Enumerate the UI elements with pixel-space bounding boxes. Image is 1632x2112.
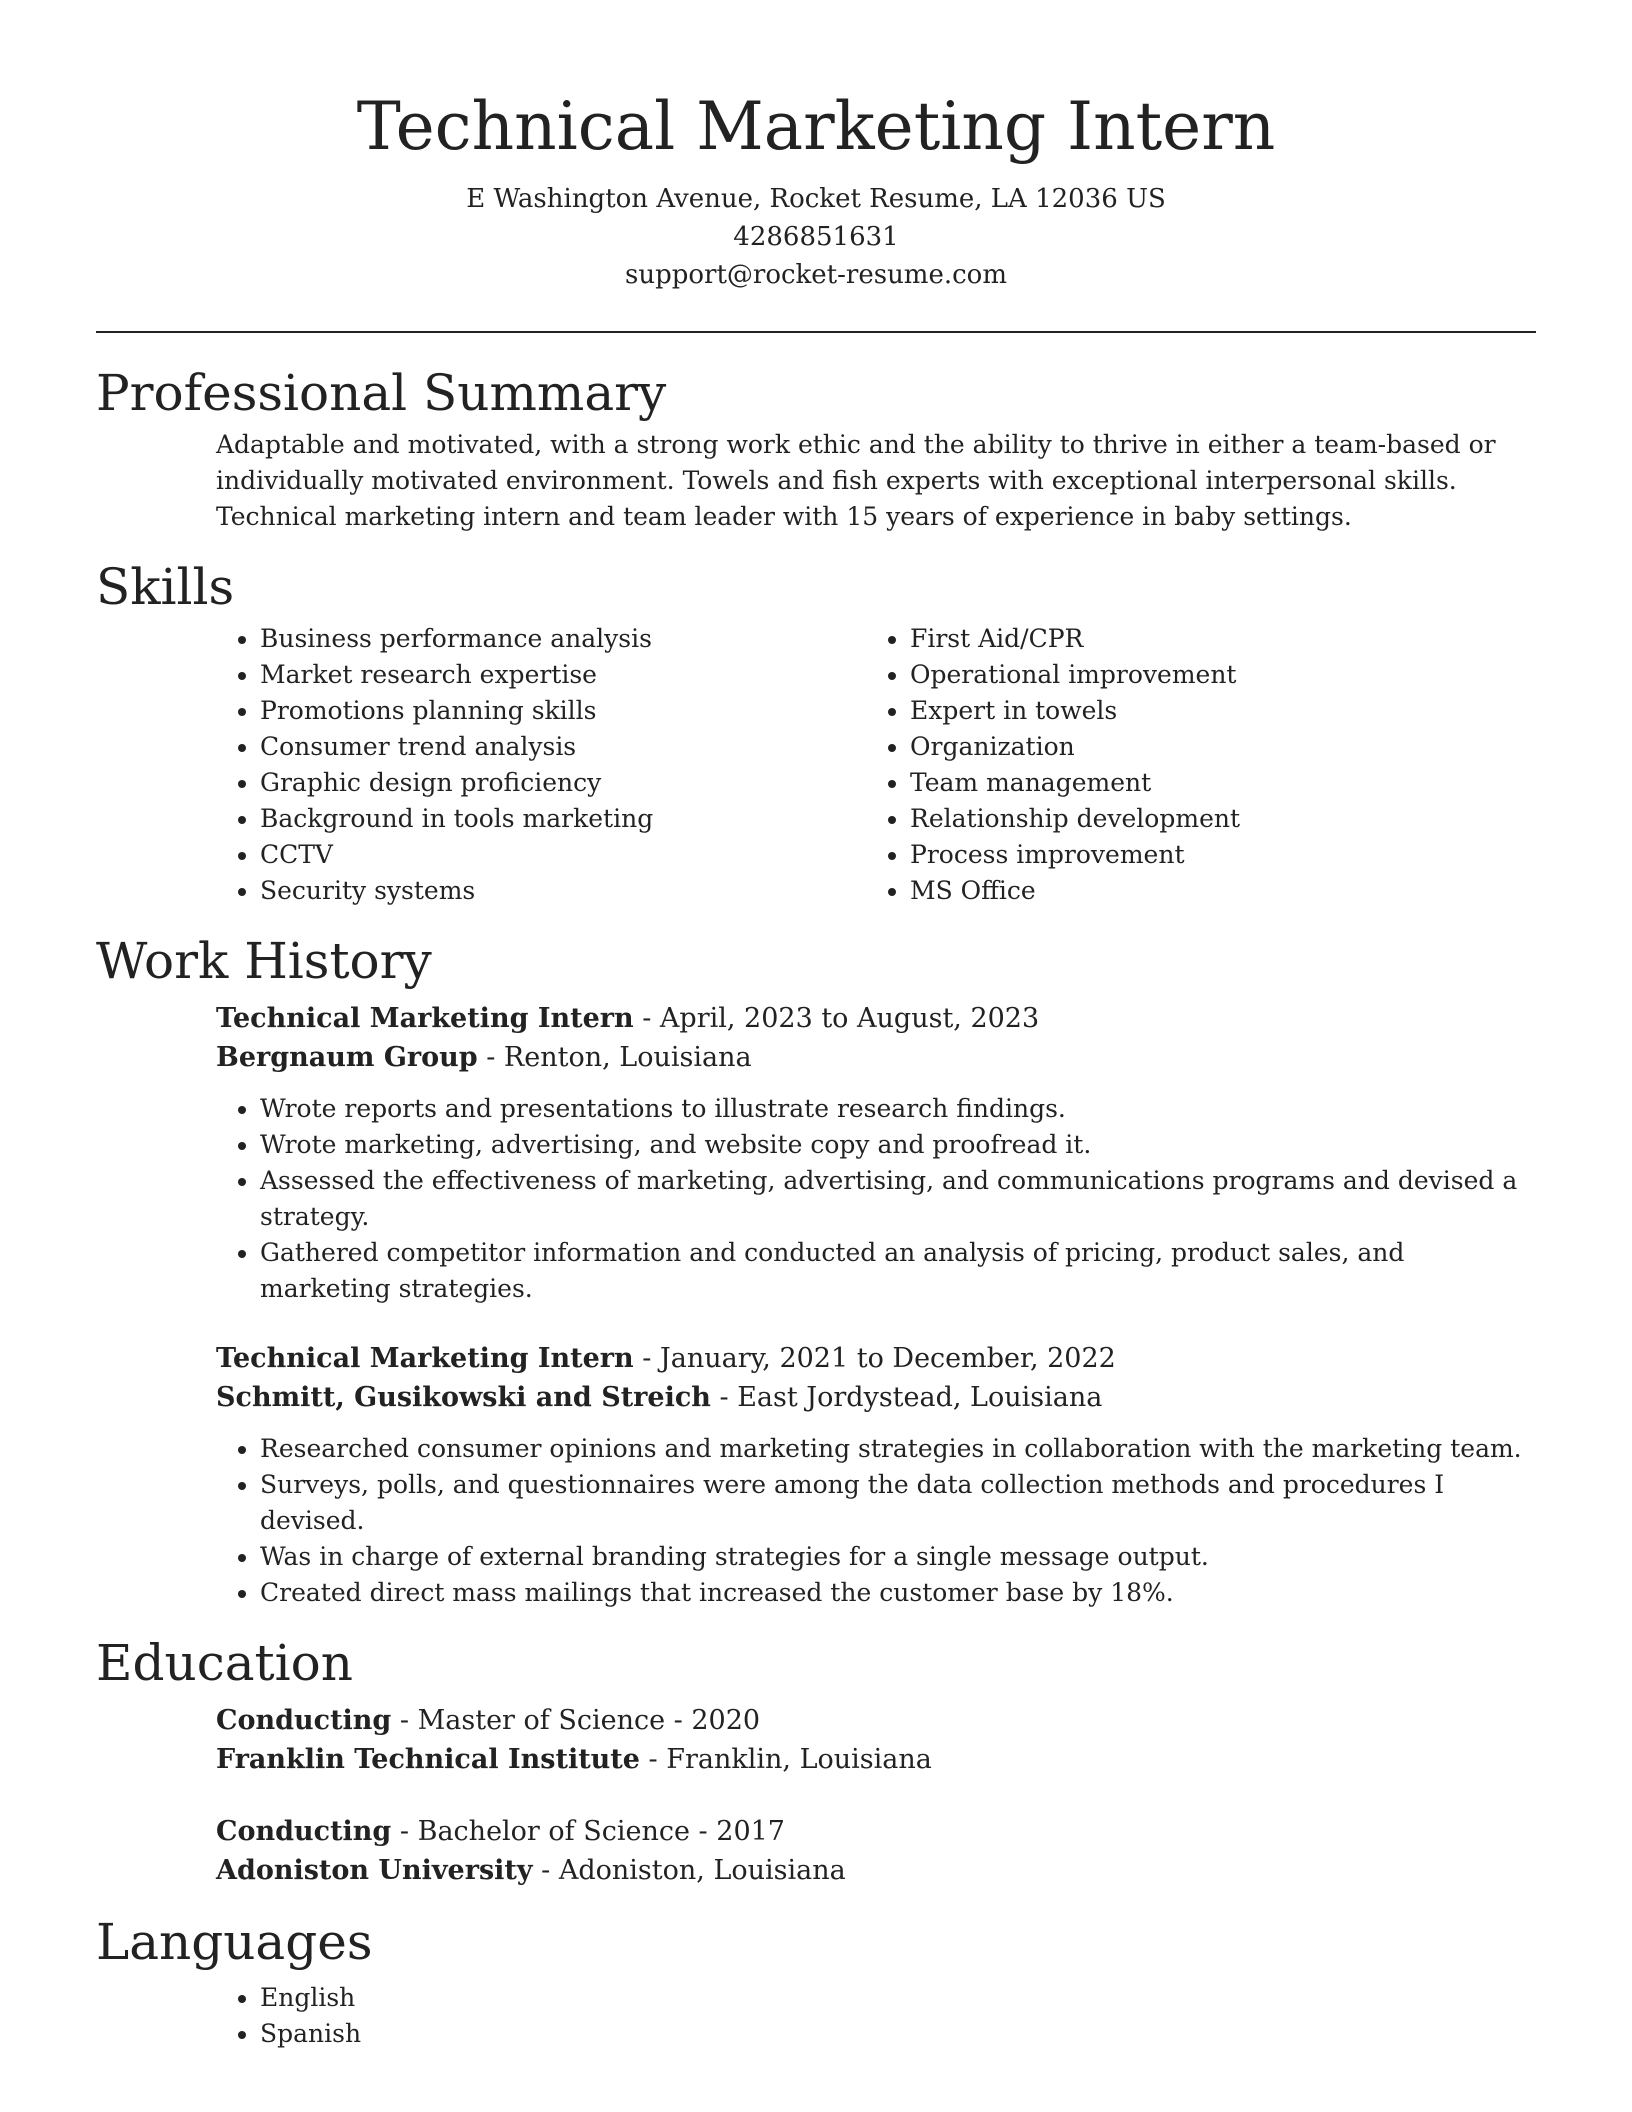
list-item: • Gathered competitor information and conducted an analysis of pricing, product sales, and marketing strategies. [260, 1235, 1536, 1307]
job-entry [216, 999, 1536, 1307]
education-location: - Adoniston, Louisiana [532, 1855, 846, 1886]
skills-list-left [216, 621, 866, 909]
list-item: • Promotions planning skills [260, 693, 866, 729]
header-divider [96, 331, 1536, 333]
summary-section [96, 361, 1536, 535]
skills-heading: Skills [96, 558, 235, 616]
education-entry [216, 1701, 1536, 1779]
list-item: • Consumer trend analysis [260, 729, 866, 765]
job-location: - East Jordystead, Louisiana [710, 1382, 1103, 1413]
list-item: • MS Office [910, 873, 1516, 909]
list-item: • Researched consumer opinions and marketing strategies in collaboration with the marketing team. [260, 1431, 1536, 1467]
list-item: • Background in tools marketing [260, 801, 866, 837]
resume-name: Technical Marketing Intern [356, 88, 1276, 165]
job-dates: - January, 2021 to December, 2022 [633, 1343, 1116, 1374]
list-item: • Surveys, polls, and questionnaires were among the data collection methods and procedures I devised. [260, 1467, 1536, 1539]
list-item: • Market research expertise [260, 657, 866, 693]
education-heading: Education [96, 1634, 353, 1692]
education-degree-line [216, 1812, 1536, 1851]
list-item: • Graphic design proficiency [260, 765, 866, 801]
education-school: Franklin Technical Institute [216, 1744, 640, 1775]
education-school-line [216, 1851, 1536, 1890]
list-item: • Wrote reports and presentations to illustrate research findings. [260, 1091, 1536, 1127]
list-item: • Operational improvement [910, 657, 1516, 693]
contact-email: support@rocket-resume.com [624, 260, 1007, 290]
job-title-line [216, 1339, 1536, 1378]
contact-phone: 4286851631 [733, 222, 899, 252]
list-item: • Business performance analysis [260, 621, 866, 657]
job-location: - Renton, Louisiana [477, 1042, 752, 1073]
list-item: • Assessed the effectiveness of marketing, advertising, and communications programs and devised a strategy. [260, 1163, 1536, 1235]
education-location: - Franklin, Louisiana [639, 1744, 932, 1775]
languages-heading: Languages [96, 1913, 373, 1971]
job-company-line [216, 1378, 1536, 1417]
languages-section [96, 1910, 1536, 2052]
work-history-heading: Work History [96, 932, 432, 990]
work-history-section [96, 929, 1536, 1611]
contact-address: E Washington Avenue, Rocket Resume, LA 12036 US [466, 184, 1166, 214]
education-section [96, 1631, 1536, 1890]
job-entry [216, 1339, 1536, 1611]
list-item: • Team management [910, 765, 1516, 801]
education-field: Conducting [216, 1816, 392, 1847]
list-item: • Wrote marketing, advertising, and website copy and proofread it. [260, 1127, 1536, 1163]
education-degree: - Master of Science - 2020 [391, 1705, 761, 1736]
list-item: • Relationship development [910, 801, 1516, 837]
resume-page [96, 0, 1536, 2112]
resume-header [96, 0, 1536, 294]
skills-columns [216, 621, 1536, 909]
summary-heading: Professional Summary [96, 364, 667, 422]
job-company: Schmitt, Gusikowski and Streich [216, 1382, 711, 1413]
education-school: Adoniston University [216, 1855, 533, 1886]
job-role: Technical Marketing Intern [216, 1343, 634, 1374]
list-item: • Was in charge of external branding strategies for a single message output. [260, 1539, 1536, 1575]
job-bullets [216, 1091, 1536, 1307]
job-bullets [216, 1431, 1536, 1611]
job-company: Bergnaum Group [216, 1042, 478, 1073]
list-item: • First Aid/CPR [910, 621, 1516, 657]
list-item: • CCTV [260, 837, 866, 873]
education-field: Conducting [216, 1705, 392, 1736]
education-entry [216, 1812, 1536, 1890]
languages-list [216, 1980, 1536, 2052]
education-degree-line [216, 1701, 1536, 1740]
skills-section [96, 555, 1536, 909]
job-company-line [216, 1038, 1536, 1077]
list-item: • Process improvement [910, 837, 1516, 873]
education-degree: - Bachelor of Science - 2017 [391, 1816, 785, 1847]
education-school-line [216, 1740, 1536, 1779]
job-title-line [216, 999, 1536, 1038]
skills-list-right [866, 621, 1516, 909]
job-role: Technical Marketing Intern [216, 1003, 634, 1034]
list-item: • Organization [910, 729, 1516, 765]
contact-block [96, 180, 1536, 294]
list-item: • Security systems [260, 873, 866, 909]
job-dates: - April, 2023 to August, 2023 [633, 1003, 1040, 1034]
list-item: • Created direct mass mailings that increased the customer base by 18%. [260, 1575, 1536, 1611]
list-item: • Expert in towels [910, 693, 1516, 729]
list-item: • English [260, 1980, 1536, 2016]
list-item: • Spanish [260, 2016, 1536, 2052]
summary-text: Adaptable and motivated, with a strong work ethic and the ability to thrive in either a team-based or individually motivated environment. Towels and fish experts with exceptional interpersonal skills. Technical marketing intern and team leader with 15 years of experience in baby settings. [216, 430, 1496, 531]
